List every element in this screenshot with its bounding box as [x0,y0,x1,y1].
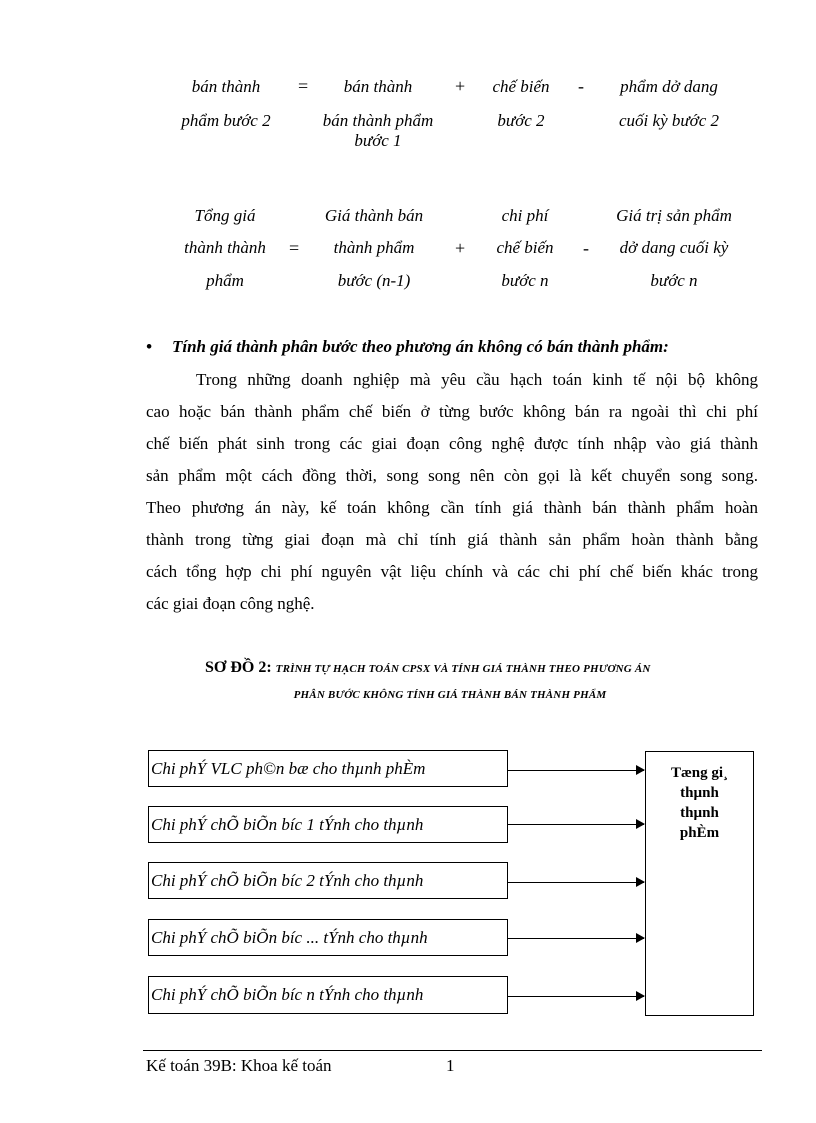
result-line: thµnh [680,785,719,801]
paragraph-line: Theo phương án này, kế toán không cần tính giá thành bán thành phẩm hoàn [146,498,758,517]
f1-term1-line2: phẩm bước 2 [181,111,271,130]
f1-term4-line1: phẩm dở dang [620,77,718,96]
cost-box-vlc: Chi phÝ VLC ph©n bæ cho thµnh phÈm [148,750,508,787]
f2-col1-line2: thành thành [184,238,266,257]
f2-col4-line1: Giá trị sản phẩm [616,206,732,225]
cost-box-step1: Chi phÝ chÕ biÕn bíc 1 tÝnh cho thµnh [148,806,508,843]
f1-minus: - [578,76,584,96]
f2-col2-line3: bước (n-1) [337,271,411,290]
arrow-right-icon [508,824,644,825]
paragraph-line: các giai đoạn công nghệ. [146,594,315,613]
diagram-title-line1: TRÌNH TỰ HẠCH TOÁN CPSX VÀ TÍNH GIÁ THÀNH THEO PHƯƠNG ÁN [275,663,651,675]
f1-term3-line2: bước 2 [497,111,545,130]
f2-col1-line3: phẩm [206,271,244,290]
arrow-right-icon [508,996,644,997]
arrow-right-icon [508,770,644,771]
f2-col4-line3: bước n [650,271,698,290]
paragraph-line: thành trong từng giai đoạn mà chỉ tính giá thành sản phẩm hoàn thành bằng [146,530,758,549]
f1-plus: + [455,76,466,96]
footer-divider [143,1050,762,1051]
f1-term3-line1: chế biến [492,77,550,96]
paragraph-line: cách tổng hợp chi phí nguyên vật liệu chính và các chi phí chế biến khác trong [146,562,758,581]
result-line: thµnh [680,805,719,821]
diagram-title-line2: PHÂN BƯỚC KHÔNG TÍNH GIÁ THÀNH BÁN THÀNH PHẨM [293,689,607,701]
f2-plus: + [455,238,466,258]
f1-equals: = [298,76,309,96]
section-paragraph [146,364,758,620]
result-box-total-cost [645,751,754,1016]
f1-term1-line1: bán thành [191,77,261,96]
result-line: phÈm [679,825,720,841]
f1-term4-line2: cuối kỳ bước 2 [619,111,719,130]
f2-col2-line1: Giá thành bán [324,206,424,225]
f2-equals: = [289,238,300,258]
diagram-title [205,659,651,677]
diagram-colon: : [266,659,272,676]
paragraph-line: Trong những doanh nghiệp mà yêu cầu hạch toán kinh tế nội bộ không [196,370,758,389]
f2-col2-line2: thành phẩm [333,238,415,257]
cost-box-step2: Chi phÝ chÕ biÕn bíc 2 tÝnh cho thµnh [148,862,508,899]
footer-text: Kế toán 39B: Khoa kế toán [146,1056,332,1075]
paragraph-line: cao hoặc bán thành phẩm chế biến ở từng bước không bán ra ngoài thì chi phí [146,402,758,421]
f2-col3-line2: chế biến [496,238,554,257]
paragraph-line: sản phẩm một cách đồng thời, song song nên còn gọi là kết chuyển song song. [146,466,758,485]
f2-minus: - [583,238,589,258]
result-line: Tæng gi¸ [670,765,729,781]
f1-term2-line2: bán thành phẩm bước 1 [322,111,434,150]
arrow-right-icon [508,882,644,883]
cost-box-step-dots: Chi phÝ chÕ biÕn bíc ... tÝnh cho thµnh [148,919,508,956]
cost-box-step-n: Chi phÝ chÕ biÕn bíc n tÝnh cho thµnh [148,976,508,1014]
f2-col4-line2: dở dang cuối kỳ [619,238,729,257]
arrow-right-icon [508,938,644,939]
f2-col3-line3: bước n [501,271,549,290]
f2-col3-line1: chi phí [501,206,549,225]
paragraph-line: chế biến phát sinh trong các giai đoạn công nghệ được tính nhập vào giá thành [146,434,758,453]
bullet-icon: • [146,337,152,356]
diagram-label: SƠ ĐỒ 2 [205,659,267,676]
f2-col1-line1: Tổng giá [194,206,256,225]
section-heading: Tính giá thành phân bước theo phương án không có bán thành phẩm: [172,337,669,356]
page-number: 1 [446,1056,455,1075]
f1-term2-line1: bán thành [343,77,413,96]
